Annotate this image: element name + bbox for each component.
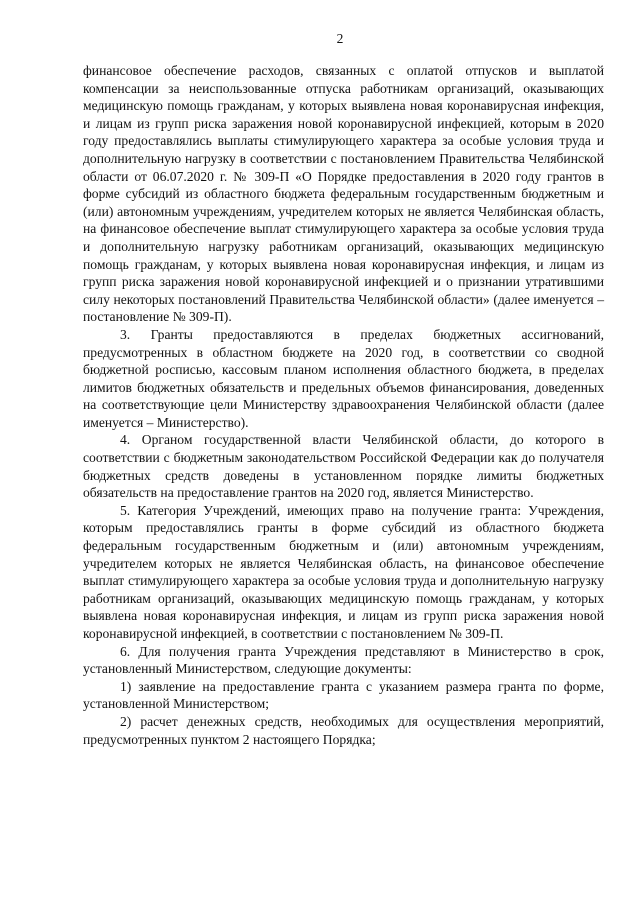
paragraph-subitem-6-1: 1) заявление на предоставление гранта с указанием размера гранта по форме, установленной Министерством; bbox=[83, 678, 604, 712]
paragraph-item-5: 5. Категория Учреждений, имеющих право на получение гранта: Учреждения, которым предоставлялись гранты в форме субсидий из областного бюджета федеральным государственным бюджетным и (или) автономным учреждениям, учредителем которых не является Челябинская область, на финансовое обеспечение выплат стимулирующего характера за особые условия труда и дополнительную нагрузку работникам организаций, оказывающих медицинскую помощь гражданам, у которых выявлена новая коронавирусная инфекция, и лицам из групп риска заражения новой коронавирусной инфекцией, в соответствии с постановлением № 309-П. bbox=[83, 502, 604, 641]
paragraph-continuation: финансовое обеспечение расходов, связанных с оплатой отпусков и выплатой компенсации за неиспользованные отпуска работникам организаций, оказывающих медицинскую помощь гражданам, у которых выявлена новая коронавирусная инфекция, и лицам из групп риска заражения новой коронавирусной инфекцией, которым в 2020 году предоставлялись выплаты стимулирующего характера за особые условия труда и дополнительную нагрузку в соответствии с постановлением Правительства Челябинской области от 06.07.2020 г. № 309-П «О Порядке предоставления в 2020 году грантов в форме субсидий из областного бюджета федеральным государственным бюджетным и (или) автономным учреждениям, учредителем которых не является Челябинская область, на финансовое обеспечение выплат стимулирующего характера за особые условия труда и дополнительную нагрузку работникам организаций, оказывающих медицинскую помощь гражданам, у которых выявлена новая коронавирусная инфекция, и лицам из групп риска заражения новой коронавирусной инфекцией и о признании утратившими силу некоторых постановлений Правительства Челябинской области» (далее именуется – постановление № 309-П). bbox=[83, 63, 604, 325]
paragraph-item-3: 3. Гранты предоставляются в пределах бюджетных ассигнований, предусмотренных в областном бюджете на 2020 год, в соответствии со сводной бюджетной росписью, кассовым планом исполнения областного бюджета, в пределах лимитов бюджетных обязательств и предельных объемов финансирования, доведенных на соответствующие цели Министерству здравоохранения Челябинской области (далее именуется – Министерство). bbox=[83, 326, 604, 430]
document-body bbox=[83, 62, 604, 748]
paragraph-subitem-6-2: 2) расчет денежных средств, необходимых для осуществления мероприятий, предусмотренных пунктом 2 настоящего Порядка; bbox=[83, 713, 604, 747]
page-number: 2 bbox=[336, 31, 344, 46]
paragraph-item-6: 6. Для получения гранта Учреждения представляют в Министерство в срок, установленный Министерством, следующие документы: bbox=[83, 643, 604, 677]
paragraph-item-4: 4. Органом государственной власти Челябинской области, до которого в соответствии с бюджетным законодательством Российской Федерации как до получателя бюджетных средств доведены в установленном порядке лимиты бюджетных обязательств на предоставление грантов на 2020 год, является Министерство. bbox=[83, 432, 604, 501]
